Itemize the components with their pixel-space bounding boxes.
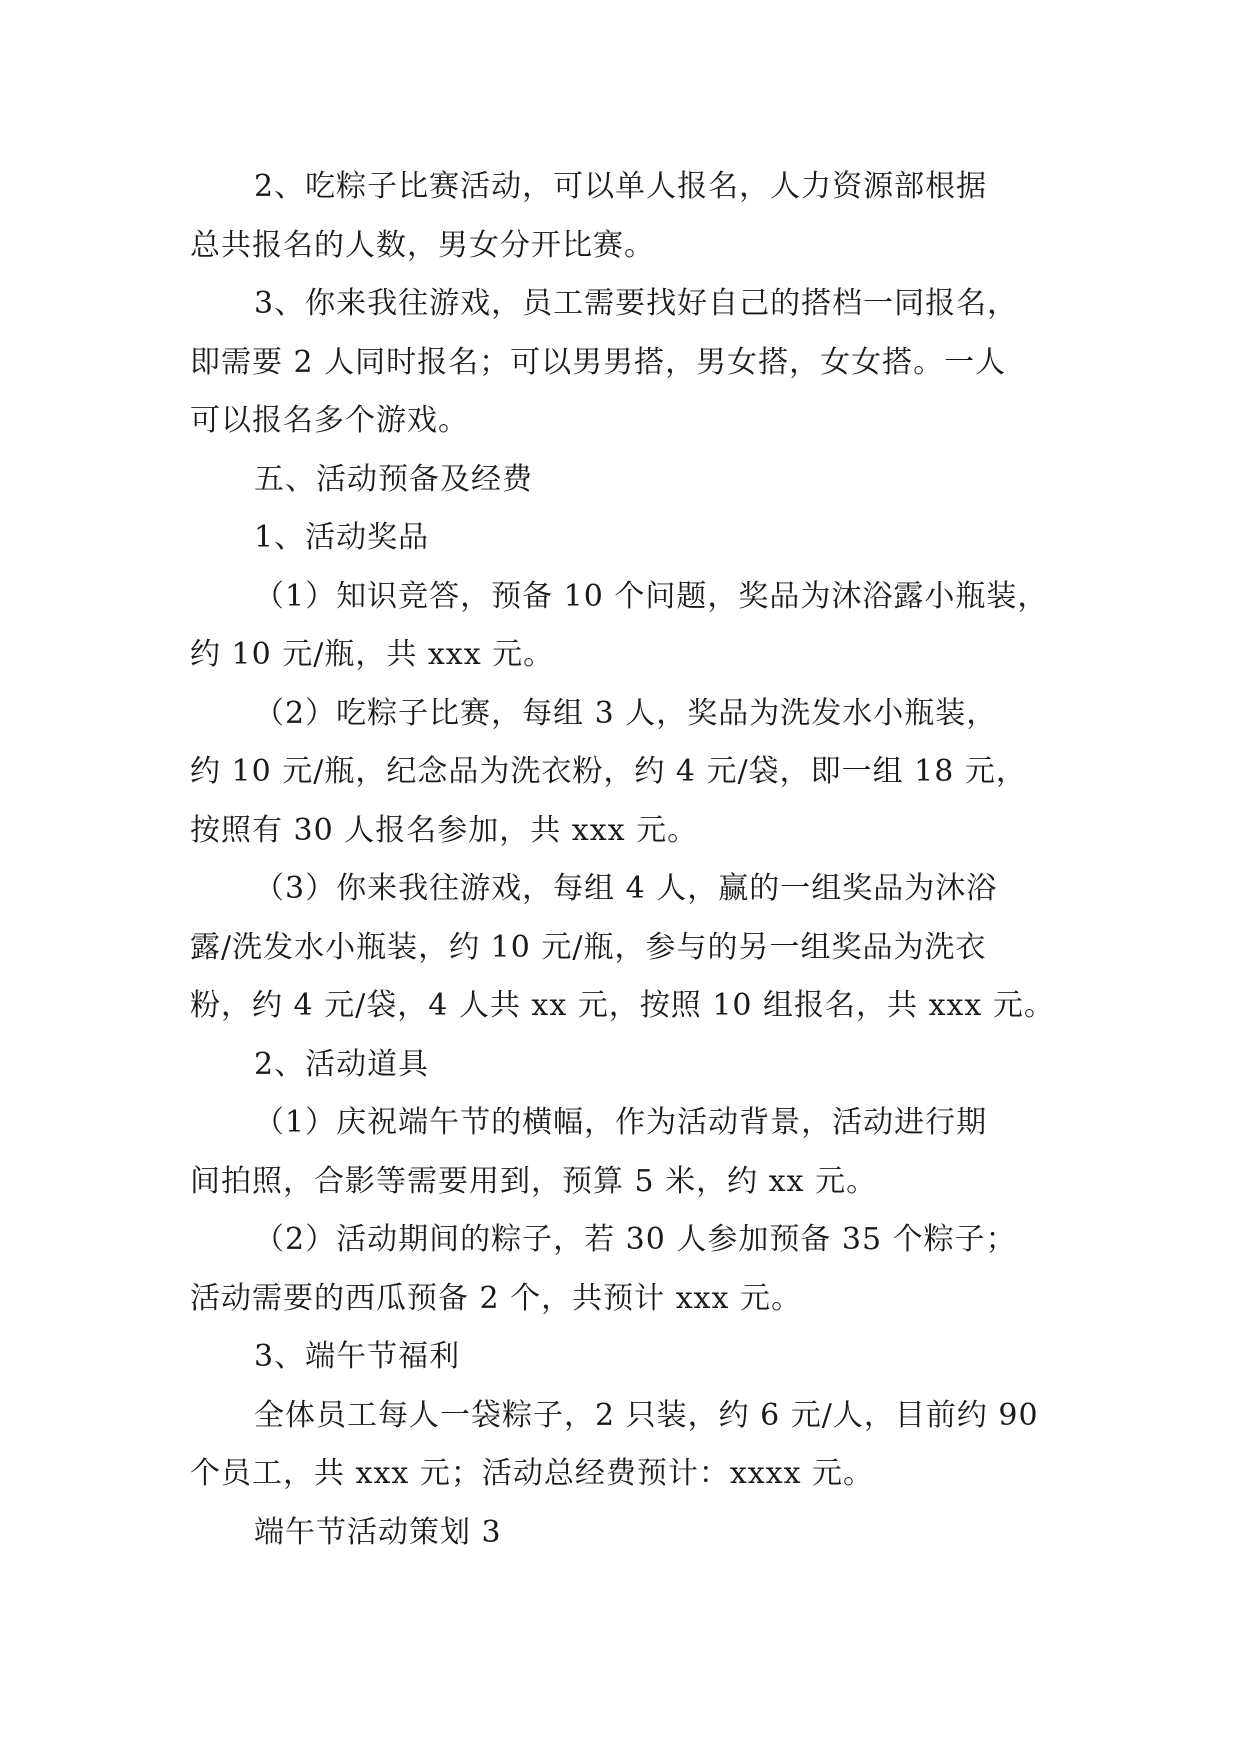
text-line: 约 10 元/瓶，共 xxx 元。 <box>190 637 555 672</box>
section-title: 端午节活动策划 3 <box>254 1514 502 1550</box>
text-line: 个员工，共 xxx 元；活动总经费预计：xxxx 元。 <box>190 1456 875 1491</box>
subsection-heading: 2、活动道具 <box>254 1046 430 1082</box>
text-line: 总共报名的人数，男女分开比赛。 <box>190 227 655 263</box>
text-line: （1）知识竞答，预备 10 个问题，奖品为沐浴露小瓶装， <box>254 578 1049 614</box>
text-line: 活动需要的西瓜预备 2 个，共预计 xxx 元。 <box>190 1280 802 1316</box>
text-line: 即需要 2 人同时报名；可以男男搭，男女搭，女女搭。一人 <box>190 344 1007 380</box>
text-line: 粉，约 4 元/袋，4 人共 xx 元，按照 10 组报名，共 xxx 元。 <box>190 988 1055 1023</box>
text-line: 按照有 30 人报名参加，共 xxx 元。 <box>190 812 699 848</box>
section-heading: 五、活动预备及经费 <box>254 461 533 497</box>
text-line: 2、吃粽子比赛活动，可以单人报名，人力资源部根据 <box>254 169 988 204</box>
text-line: 可以报名多个游戏。 <box>190 403 469 438</box>
subsection-heading: 3、端午节福利 <box>254 1339 461 1374</box>
text-line: （3）你来我往游戏，每组 4 人，赢的一组奖品为沐浴 <box>254 871 998 906</box>
text-line: （2）吃粽子比赛，每组 3 人，奖品为洗发水小瓶装， <box>254 695 998 731</box>
text-line: 约 10 元/瓶，纪念品为洗衣粉，约 4 元/袋，即一组 18 元， <box>190 754 1027 789</box>
text-line: 全体员工每人一袋粽子，2 只装，约 6 元/人，目前约 90 <box>254 1397 1039 1433</box>
subsection-heading: 1、活动奖品 <box>254 520 430 555</box>
document-body <box>190 158 1060 1562</box>
text-line: 露/洗发水小瓶装，约 10 元/瓶，参与的另一组奖品为洗衣 <box>190 929 987 965</box>
text-line: 3、你来我往游戏，员工需要找好自己的搭档一同报名， <box>254 286 1019 321</box>
text-line: （1）庆祝端午节的横幅，作为活动背景，活动进行期 <box>254 1105 988 1140</box>
text-line: （2）活动期间的粽子，若 30 人参加预备 35 个粽子； <box>254 1222 1017 1257</box>
text-line: 间拍照，合影等需要用到，预算 5 米，约 xx 元。 <box>190 1163 878 1199</box>
